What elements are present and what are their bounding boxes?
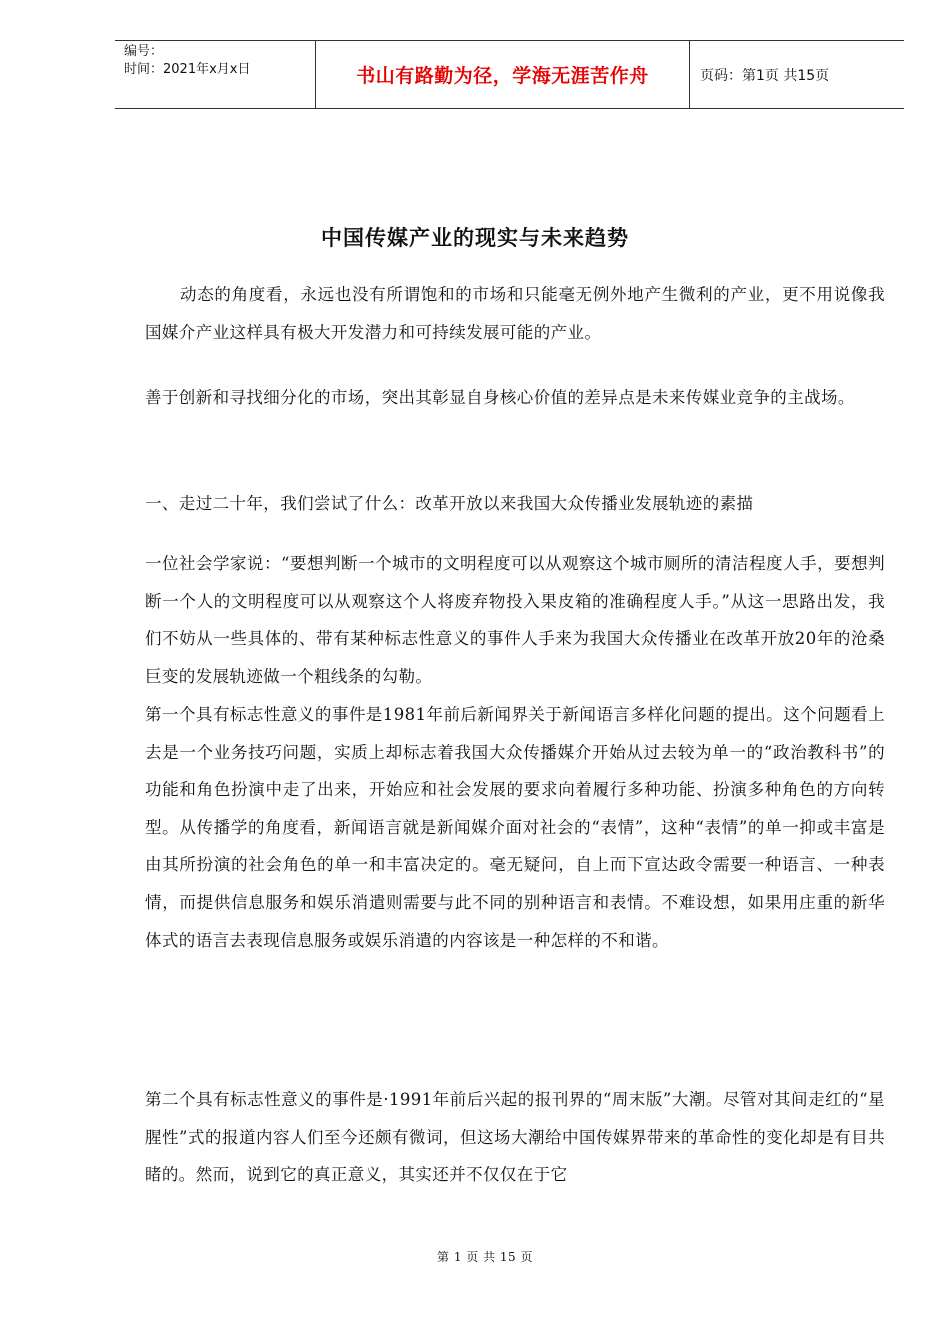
paragraph-sociologist: 一位社会学家说：“要想判断一个城市的文明程度可以从观察这个城市厕所的清洁程度人手，要想判断一个人的文明程度可以从观察这个人将废弃物投入果皮箱的准确程度人手。”从这一思路出发，我们不妨从一些具体的、带有某种标志性意义的事件人手来为我国大众传播业在改革开放20年的沧桑巨变的发展轨迹做一个粗线条的勾勒。 xyxy=(145,554,885,686)
document-title: 中国传媒产业的现实与未来趋势 xyxy=(321,225,629,250)
paragraph-event-two: 第二个具有标志性意义的事件是·1991年前后兴起的报刊界的“周末版”大潮。尽管对其间走红的“星腥性”式的报道内容人们至今还颇有微词，但这场大潮给中国传媒界带来的革命性的变化却是有目共睹的。然而，说到它的真正意义，其实还并不仅仅在于它 xyxy=(145,1090,885,1185)
motto-cell xyxy=(316,41,690,108)
number-label: 编号： xyxy=(124,44,164,59)
page-info-cell xyxy=(690,41,904,108)
paragraph-event-one: 第一个具有标志性意义的事件是1981年前后新闻界关于新闻语言多样化问题的提出。这个问题看上去是一个业务技巧问题，实质上却标志着我国大众传播媒介开始从过去较为单一的“政治教科书”的功能和角色扮演中走了出来，开始应和社会发展的要求向着履行多种功能、扮演多种角色的方向转型。从传播学的角度看，新闻语言就是新闻媒介面对社会的“表情”，这种“表情”的单一抑或丰富是由其所扮演的社会角色的单一和丰富决定的。毫无疑问，自上而下宣达政令需要一种语言、一种表情，而提供信息服务和娱乐消遣则需要与此不同的别种语言和表情。不难设想，如果用庄重的新华体式的语言去表现信息服务或娱乐消遣的内容该是一种怎样的不和谐。 xyxy=(145,705,885,950)
page-info-text: 页码：第1页 共15页 xyxy=(700,67,830,84)
motto-text: 书山有路勤为径，学海无涯苦作舟 xyxy=(356,65,649,87)
page-footer: 第 1 页 共 15 页 xyxy=(437,1250,533,1264)
time-label: 时间：2021年x月x日 xyxy=(124,62,251,77)
section-heading-one: 一、走过二十年，我们尝试了什么：改革开放以来我国大众传播业发展轨迹的素描 xyxy=(145,494,754,513)
header-table xyxy=(115,40,904,109)
header-meta-cell xyxy=(115,41,316,108)
paragraph-intro: 动态的角度看，永远也没有所谓饱和的市场和只能毫无例外地产生微利的产业，更不用说像我国媒介产业这样具有极大开发潜力和可持续发展可能的产业。 xyxy=(145,285,885,342)
paragraph-innovation: 善于创新和寻找细分化的市场，突出其彰显自身核心价值的差异点是未来传媒业竞争的主战场。 xyxy=(145,388,855,407)
